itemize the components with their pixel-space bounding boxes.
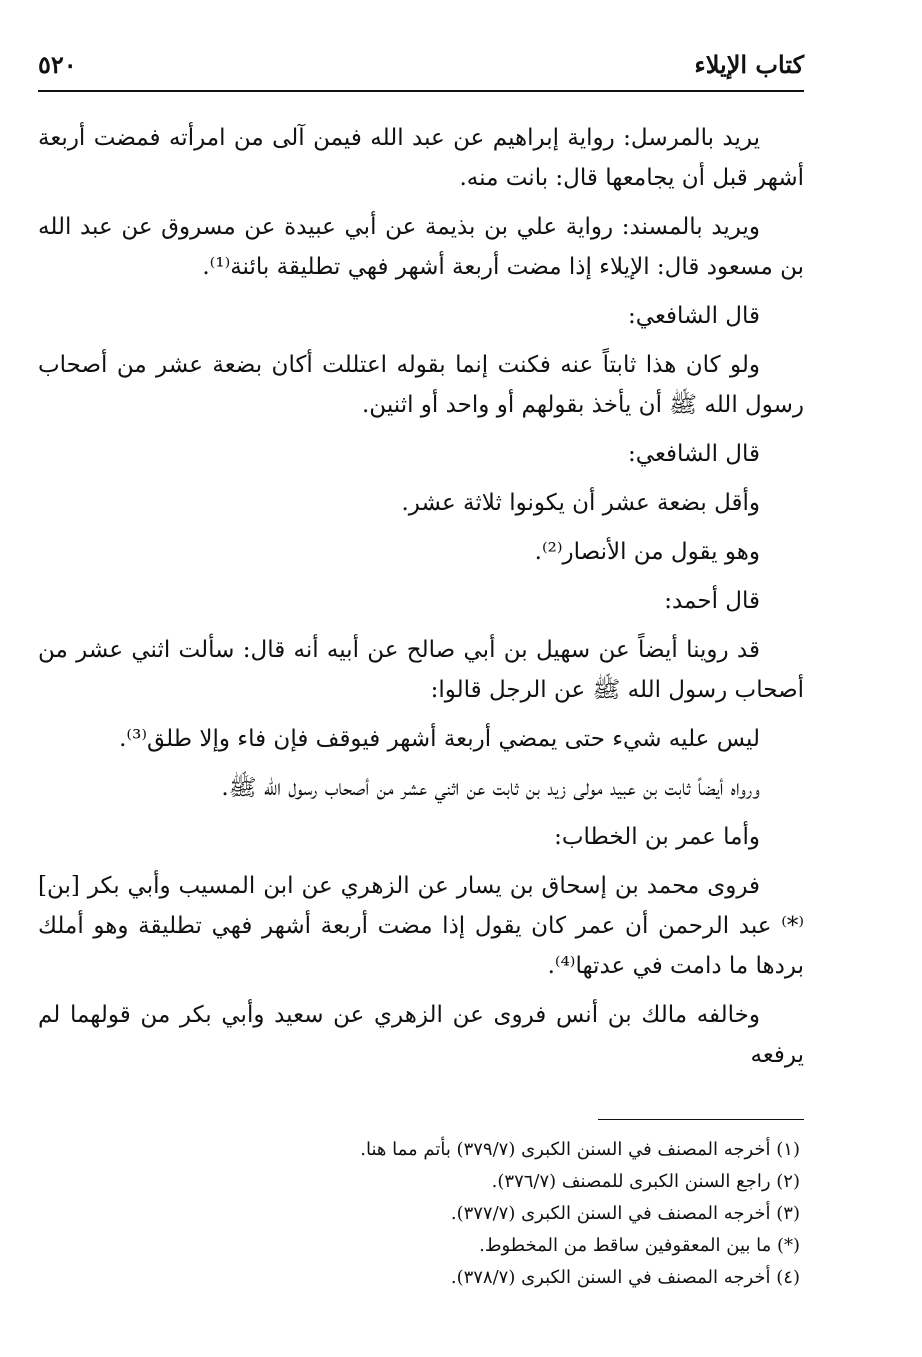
paragraph: قد روينا أيضاً عن سهيل بن أبي صالح عن أبيه أنه قال: سألت اثني عشر من أصحاب رسول الله ﷺ عن الرجل قالوا: — [38, 637, 804, 703]
paragraph: وهو يقول من الأنصار⁽²⁾. — [534, 539, 760, 565]
footnote: (٢) راجع السنن الكبرى للمصنف (٣٧٦/٧). — [491, 1171, 800, 1192]
footnote-rule — [598, 1119, 804, 1120]
paragraph: قال الشافعي: — [628, 441, 760, 467]
paragraph: يريد بالمرسل: رواية إبراهيم عن عبد الله فيمن آلى من امرأته فمضت أربعة أشهر قبل أن يجامعها قال: بانت منه. — [38, 125, 804, 191]
page-header — [38, 44, 804, 88]
paragraph: وخالفه مالك بن أنس فروى عن الزهري عن سعيد وأبي بكر من قولهما لم يرفعه — [38, 1002, 804, 1068]
paragraph: وأما عمر بن الخطاب: — [554, 824, 760, 850]
paragraph: وأقل بضعة عشر أن يكونوا ثلاثة عشر. — [401, 490, 760, 516]
paragraph: ولو كان هذا ثابتاً عنه فكنت إنما بقوله اعتللت أكان بضعة عشر من أصحاب رسول الله ﷺ أن يأخذ بقولهم أو واحد أو اثنين. — [38, 352, 804, 418]
footnotes — [38, 1134, 804, 1294]
paragraph: ليس عليه شيء حتى يمضي أربعة أشهر فيوقف فإن فاء وإلا طلق⁽³⁾. — [119, 726, 760, 752]
footnote: (٣) أخرجه المصنف في السنن الكبرى (٣٧٧/٧). — [450, 1203, 800, 1224]
header-rule — [38, 90, 804, 92]
footnote: (*) ما بين المعقوفين ساقط من المخطوط. — [479, 1235, 800, 1256]
paragraph: فروى محمد بن إسحاق بن يسار عن الزهري عن ابن المسيب وأبي بكر [بن]⁽*⁾ عبد الرحمن أن عمر كان يقول إذا مضت أربعة أشهر فهي تطليقة وهو أملك بردها ما دامت في عدتها⁽⁴⁾. — [38, 873, 804, 979]
page-number: ٥٢٠ — [38, 50, 77, 79]
paragraph: ويريد بالمسند: رواية علي بن بذيمة عن أبي عبيدة عن مسروق عن عبد الله بن مسعود قال: الإيلاء إذا مضت أربعة أشهر فهي تطليقة بائنة⁽¹⁾. — [38, 214, 804, 280]
paragraph: ورواه أيضاً ثابت بن عبيد مولى زيد بن ثابت عن اثني عشر من أصحاب رسول الله ﷺ. — [221, 775, 760, 801]
footnote: (١) أخرجه المصنف في السنن الكبرى (٣٧٩/٧) بأتم مما هنا. — [360, 1139, 800, 1160]
paragraph: قال الشافعي: — [628, 303, 760, 329]
running-title: كتاب الإيلاء — [694, 50, 804, 79]
paragraph: قال أحمد: — [664, 588, 760, 614]
main-text — [38, 118, 804, 1084]
footnote: (٤) أخرجه المصنف في السنن الكبرى (٣٧٨/٧). — [450, 1267, 800, 1288]
